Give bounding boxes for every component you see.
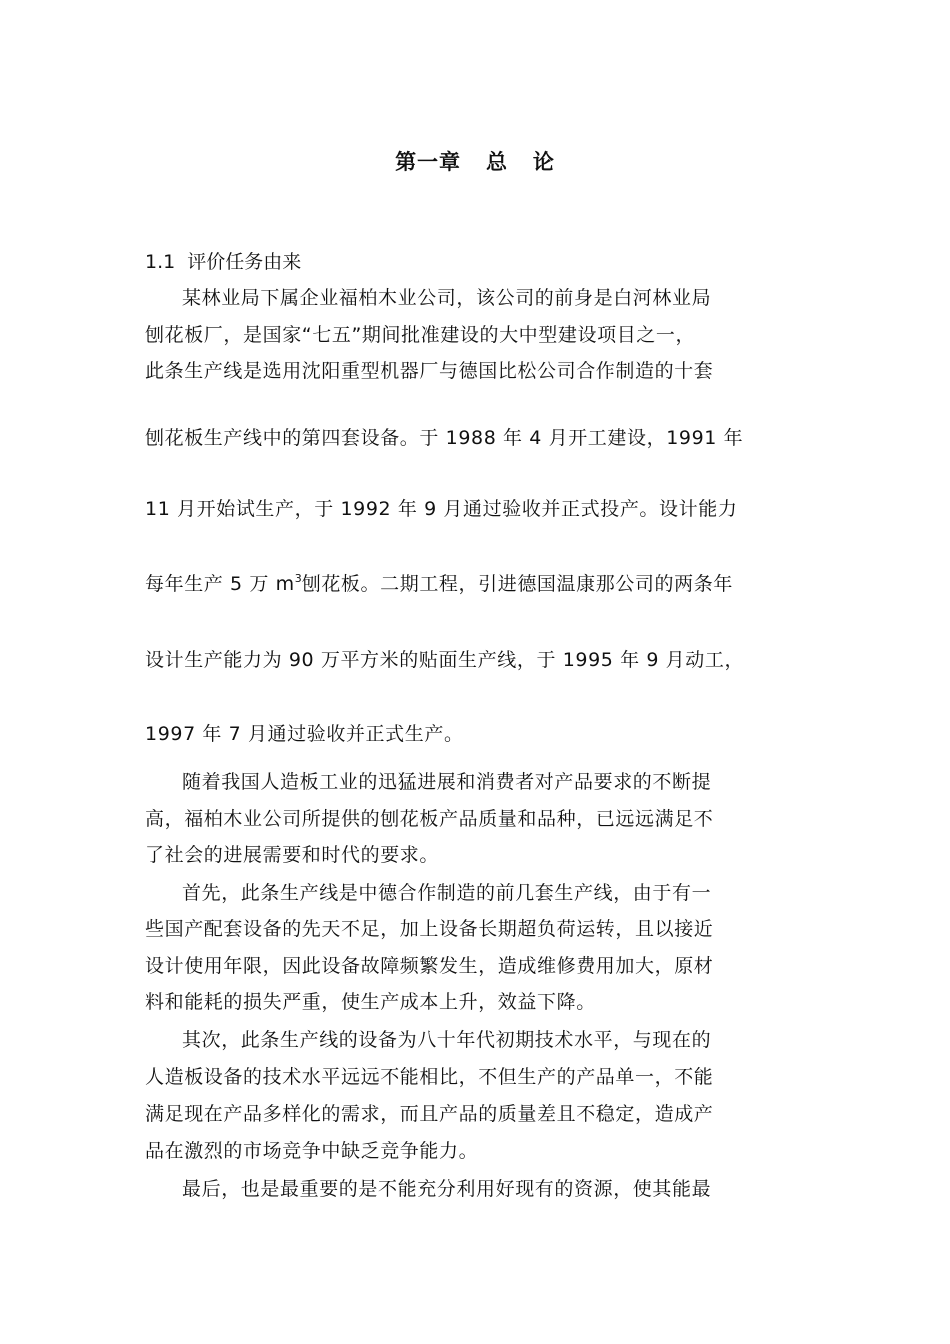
paragraph-line: 料和能耗的损失严重，使生产成本上升，效益下降。 xyxy=(145,991,596,1013)
paragraph-line: 1997 年 7 月通过验收并正式生产。 xyxy=(145,723,464,745)
paragraph-line: 刨花板厂，是国家“七五”期间批准建设的大中型建设项目之一， xyxy=(145,324,696,346)
paragraph-line: 设计生产能力为 90 万平方米的贴面生产线，于 1995 年 9 月动工， xyxy=(145,649,745,671)
paragraph-line: 此条生产线是选用沈阳重型机器厂与德国比松公司合作制造的十套 xyxy=(145,360,714,382)
paragraph-line: 人造板设备的技术水平远远不能相比，不但生产的产品单一，不能 xyxy=(145,1066,714,1088)
paragraph-line-with-unit xyxy=(145,569,733,596)
paragraph-line: 品在激烈的市场竞争中缺乏竞争能力。 xyxy=(145,1140,479,1162)
paragraph-line: 其次，此条生产线的设备为八十年代初期技术水平，与现在的 xyxy=(182,1029,712,1051)
paragraph-line: 某林业局下属企业福柏木业公司，该公司的前身是白河林业局 xyxy=(182,287,712,309)
line-text-before-unit: 每年生产 5 万 m xyxy=(145,573,295,595)
paragraph-line: 些国产配套设备的先天不足，加上设备长期超负荷运转，且以接近 xyxy=(145,918,714,940)
paragraph-line: 了社会的进展需要和时代的要求。 xyxy=(145,844,440,866)
paragraph-line: 随着我国人造板工业的迅猛进展和消费者对产品要求的不断提 xyxy=(182,771,712,793)
line-text-after-unit: 刨花板。二期工程，引进德国温康那公司的两条年 xyxy=(301,573,733,595)
paragraph-line: 11 月开始试生产，于 1992 年 9 月通过验收并正式投产。设计能力 xyxy=(145,498,738,520)
paragraph-line: 满足现在产品多样化的需求，而且产品的质量差且不稳定，造成产 xyxy=(145,1103,714,1125)
section-heading: 1.1 评价任务由来 xyxy=(145,251,302,273)
paragraph-line: 首先，此条生产线是中德合作制造的前几套生产线，由于有一 xyxy=(182,882,712,904)
paragraph-line: 高，福柏木业公司所提供的刨花板产品质量和品种，已远远满足不 xyxy=(145,808,714,830)
paragraph-line: 设计使用年限，因此设备故障频繁发生，造成维修费用加大，原材 xyxy=(145,955,714,977)
paragraph-line: 刨花板生产线中的第四套设备。于 1988 年 4 月开工建设，1991 年 xyxy=(145,427,744,449)
unit-superscript: 3 xyxy=(294,572,302,585)
chapter-title: 第一章 总 论 xyxy=(395,150,555,174)
paragraph-line: 最后，也是最重要的是不能充分利用好现有的资源，使其能最 xyxy=(182,1178,712,1200)
